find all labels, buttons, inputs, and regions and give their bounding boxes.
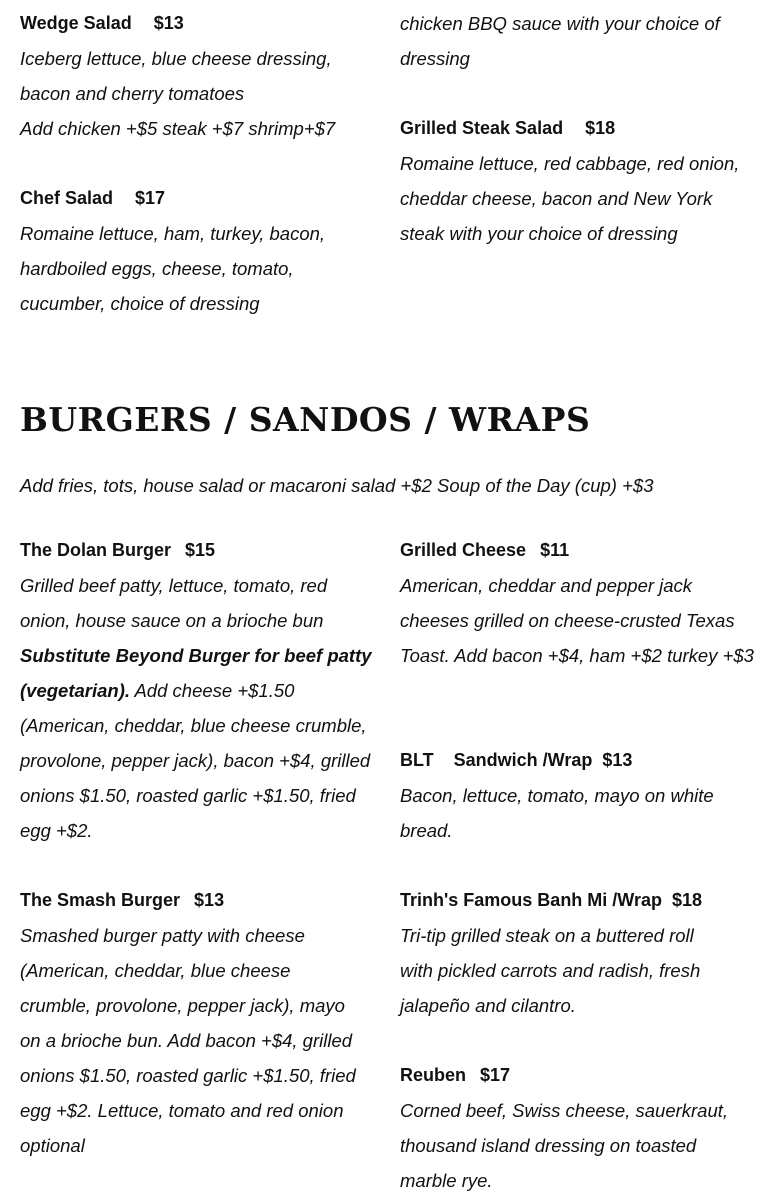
item-price: $11 [540,540,570,560]
item-description [20,568,372,848]
item-price: $13 [194,890,225,910]
item-description: Iceberg lettuce, blue cheese dressing, bacon and cherry tomatoes [20,48,332,104]
item-price: $13 [602,750,633,770]
item-title [400,743,760,778]
menu-item-banh-mi [400,883,760,1023]
item-price: $17 [480,1065,511,1085]
item-name: BLT Sandwich /Wrap [400,750,593,770]
item-title [400,111,760,146]
item-description: Tri-tip grilled steak on a buttered roll with pickled carrots and radish, fresh jalapeño and cilantro. [400,925,701,1016]
item-title [20,6,380,41]
item-description: Smashed burger patty with cheese (American, cheddar, blue cheese crumble, provolone, pepper jack), mayo on a brioche bun. Add bacon +$4, grilled onions $1.50, roasted garlic +$1.50, fried egg +$2. Lettuce, tomato and red onion optional [20,925,356,1156]
item-description: American, cheddar and pepper jack cheeses grilled on cheese-crusted Texas Toast. Add bacon +$4, ham +$2 turkey +$3 [400,575,754,666]
item-addons: Add chicken +$5 steak +$7 shrimp+$7 [20,118,336,139]
item-description: Bacon, lettuce, tomato, mayo on white bread. [400,785,714,841]
item-title [400,1058,760,1093]
item-price: $18 [585,118,616,138]
item-title [400,533,760,568]
item-description-text: Grilled beef patty, lettuce, tomato, red onion, house sauce on a brioche bun [20,575,328,631]
item-title [20,883,380,918]
item-name: The Smash Burger [20,890,181,910]
item-description-highlight: Substitute Beyond Burger for beef patty (vegetarian). [20,645,372,701]
item-price: $13 [153,13,184,33]
menu-item-dolan-burger [20,533,380,848]
item-title [20,533,380,568]
menu-item-wedge-salad [20,6,380,146]
item-name: The Dolan Burger [20,540,172,560]
item-price: $15 [185,540,216,560]
item-description-addons: Add cheese +$1.50 (American, cheddar, blue cheese crumble, provolone, pepper jack), bacon +$4, grilled onions $1.50, roasted garlic +$1.50, fried egg +$2. [20,680,371,841]
item-name: Wedge Salad [20,13,132,33]
section-title: BURGERS / SANDOS / WRAPS [20,400,591,439]
menu-item-reuben [400,1058,760,1198]
item-name: Chef Salad [20,188,114,208]
item-title [400,883,760,918]
item-name: Grilled Steak Salad [400,118,564,138]
item-price: $17 [135,188,166,208]
item-description: Corned beef, Swiss cheese, sauerkraut, thousand island dressing on toasted marble rye. [400,1100,729,1191]
item-description: Romaine lettuce, ham, turkey, bacon, hardboiled eggs, cheese, tomato, cucumber, choice of dressing [20,223,326,314]
item-price: $18 [671,890,703,910]
item-name: Trinh's Famous Banh Mi /Wrap [400,890,662,910]
item-description: Romaine lettuce, red cabbage, red onion, cheddar cheese, bacon and New York steak with your choice of dressing [400,153,740,244]
menu-item-grilled-cheese [400,533,760,673]
item-name: Reuben [400,1065,467,1085]
menu-item-continued [400,6,760,76]
menu-item-blt [400,743,760,848]
item-name: Grilled Cheese [400,540,527,560]
item-title [20,181,380,216]
item-description-continued: chicken BBQ sauce with your choice of dressing [400,13,720,69]
menu-item-chef-salad [20,181,380,321]
menu-item-grilled-steak-salad [400,111,760,251]
section-note: Add fries, tots, house salad or macaroni salad +$2 Soup of the Day (cup) +$3 [20,475,654,496]
menu-item-smash-burger [20,883,380,1163]
